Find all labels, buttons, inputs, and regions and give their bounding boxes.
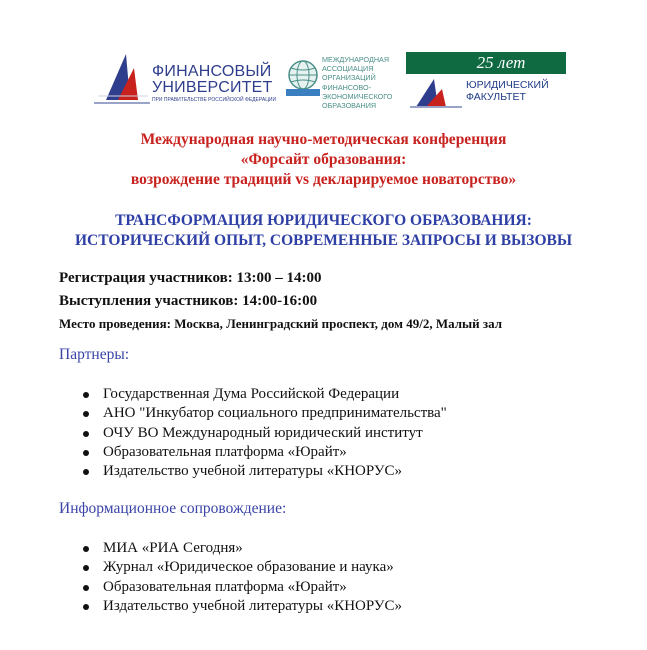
financial-university-logo — [92, 48, 280, 106]
list-item: Образовательная платформа «Юрайт» — [80, 578, 402, 597]
registration-time: Регистрация участников: 13:00 – 14:00 — [59, 270, 322, 286]
media-list — [80, 539, 402, 616]
law-faculty-line1: ЮРИДИЧЕСКИЙ — [466, 79, 549, 91]
anniversary-band: 25 лет — [406, 52, 566, 74]
law-faculty-logo — [406, 52, 566, 109]
partners-list — [80, 385, 447, 481]
association-line: МЕЖДУНАРОДНАЯ — [322, 55, 390, 64]
theme-title — [0, 211, 647, 251]
conference-line2: «Форсайт образования: — [240, 151, 407, 168]
association-line: АССОЦИАЦИЯ — [322, 64, 374, 74]
financial-university-line1: ФИНАНСОВЫЙ — [152, 63, 272, 80]
financial-university-line2: УНИВЕРСИТЕТ — [152, 79, 273, 96]
conference-line1: Международная научно-методическая конференция — [140, 131, 507, 148]
list-item: Издательство учебной литературы «КНОРУС» — [80, 462, 447, 481]
list-item: МИА «РИА Сегодня» — [80, 539, 402, 558]
financial-university-line3: ПРИ ПРАВИТЕЛЬСТВЕ РОССИЙСКОЙ ФЕДЕРАЦИИ — [152, 97, 277, 103]
association-line: ОРГАНИЗАЦИЙ — [322, 73, 376, 83]
list-item: АНО "Инкубатор социального предпринимательства" — [80, 404, 447, 423]
venue: Место проведения: Москва, Ленинградский проспект, дом 49/2, Малый зал — [59, 316, 503, 331]
event-info — [59, 267, 502, 335]
media-title: Информационное сопровождение: — [59, 500, 287, 517]
theme-line1: ТРАНСФОРМАЦИЯ ЮРИДИЧЕСКОГО ОБРАЗОВАНИЯ: — [115, 212, 532, 229]
university-flag-icon — [92, 48, 152, 106]
association-line: ЭКОНОМИЧЕСКОГО — [322, 91, 393, 101]
logos-row — [0, 48, 647, 110]
partners-title: Партнеры: — [59, 346, 130, 363]
globe-icon — [286, 58, 320, 98]
association-line: ФИНАНСОВО- — [322, 82, 371, 92]
association-logo — [284, 52, 402, 111]
law-faculty-line2: ФАКУЛЬТЕТ — [466, 91, 526, 103]
conference-title — [0, 130, 647, 190]
theme-line2: ИСТОРИЧЕСКИЙ ОПЫТ, СОВРЕМЕННЫЕ ЗАПРОСЫ И ВЫЗОВЫ — [74, 232, 573, 249]
list-item: Государственная Дума Российской Федерации — [80, 385, 447, 404]
list-item: Журнал «Юридическое образование и наука» — [80, 558, 402, 577]
list-item: Образовательная платформа «Юрайт» — [80, 443, 447, 462]
list-item: ОЧУ ВО Международный юридический институт — [80, 424, 447, 443]
association-text — [322, 55, 392, 110]
conference-line3: возрождение традиций vs декларируемое новаторство» — [130, 171, 517, 188]
association-line: ОБРАЗОВАНИЯ — [322, 101, 377, 111]
talks-time: Выступления участников: 14:00-16:00 — [59, 293, 318, 309]
list-item: Издательство учебной литературы «КНОРУС» — [80, 597, 402, 616]
faculty-flag-icon — [406, 75, 464, 109]
